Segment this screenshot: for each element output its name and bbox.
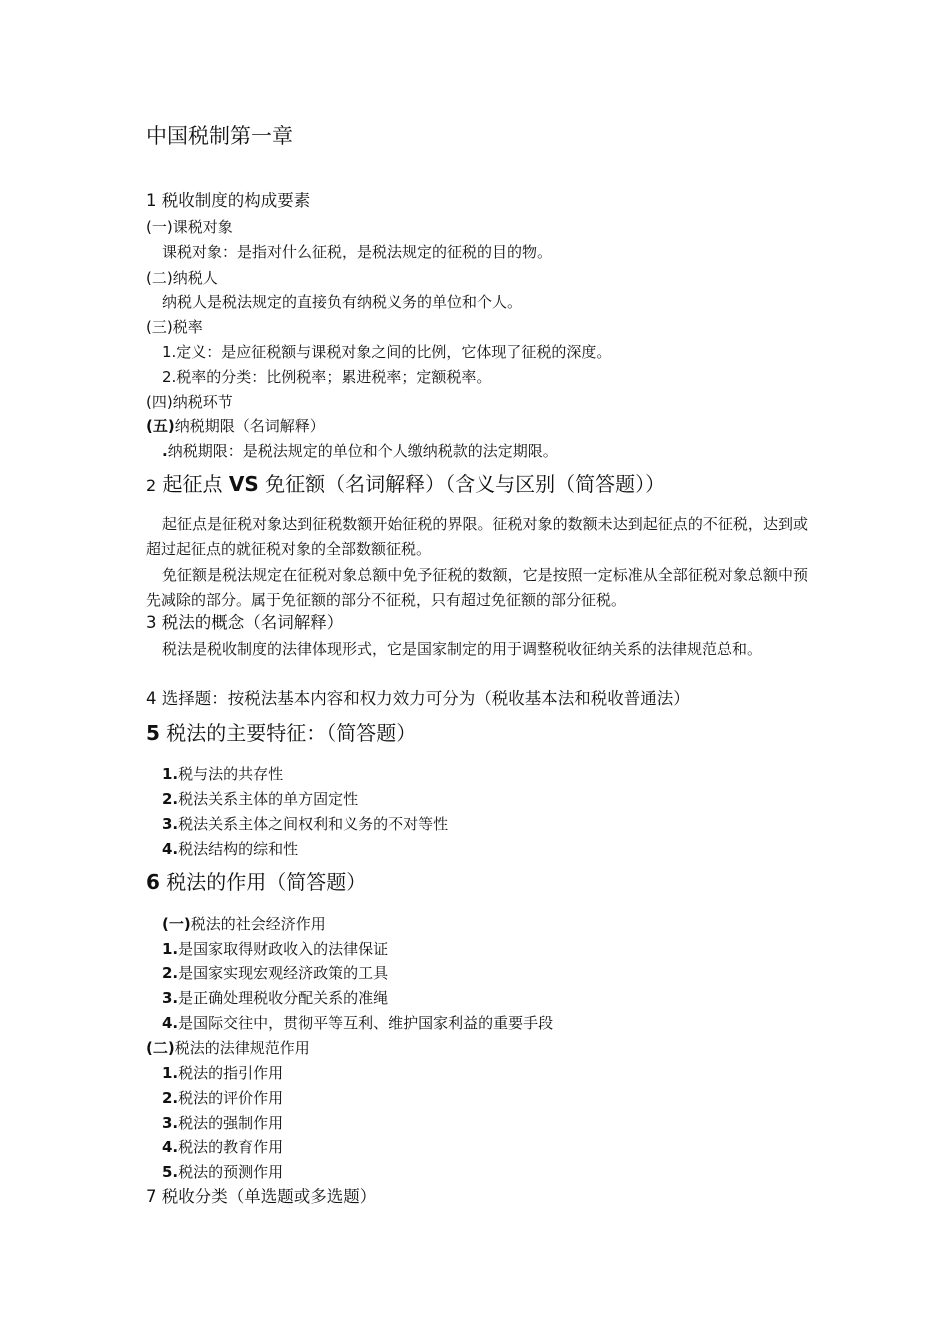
list-item <box>162 839 298 859</box>
text-rate-classification: 2.税率的分类：比例税率；累进税率；定额税率。 <box>162 368 492 386</box>
item-number: 3. <box>162 815 179 833</box>
section-4-text: 4 选择题：按税法基本内容和权力效力可分为（税收基本法和税收普通法） <box>146 689 690 708</box>
section-5-heading-text: 税法的主要特征：（简答题） <box>159 721 417 745</box>
section-7-heading: 7 税收分类（单选题或多选题） <box>146 1187 377 1206</box>
section-1-heading: 1 税收制度的构成要素 <box>146 191 311 210</box>
text-object: 课税对象：是指对什么征税，是税法规定的征税的目的物。 <box>162 243 553 261</box>
section-3-heading: 3 税法的概念（名词解释） <box>146 613 344 632</box>
list-item <box>162 1113 283 1133</box>
subheading-stage: (四)纳税环节 <box>146 393 233 411</box>
item-text: 税法关系主体之间权利和义务的不对等性 <box>178 815 449 833</box>
section-2-heading-a: 起征点 <box>162 472 229 496</box>
item-number: 5. <box>162 1163 179 1181</box>
list-item <box>162 764 283 784</box>
section-2-heading-b: 免征额（名词解释）（含义与区别（简答题）） <box>258 472 666 496</box>
list-item <box>162 988 388 1008</box>
item-text: 是国家实现宏观经济政策的工具 <box>178 964 389 982</box>
document-title: 中国税制第一章 <box>146 124 293 148</box>
item-number: 4. <box>162 1014 179 1032</box>
subheading-taxpayer: (二)纳税人 <box>146 269 218 287</box>
subheading-economic <box>162 914 326 934</box>
section-6-number: 6 <box>146 870 160 894</box>
paragraph-tax-law: 税法是税收制度的法律体现形式，它是国家制定的用于调整税收征纳关系的法律规范总和。 <box>162 640 763 658</box>
paragraph-threshold: 起征点是征税对象达到征税数额开始征税的界限。征税对象的数额未达到起征点的不征税，达到或超过起征点的就征税对象的全部数额征税。 <box>146 515 808 558</box>
group-prefix: (一) <box>162 915 191 933</box>
list-item <box>162 1137 283 1157</box>
item-number: 1. <box>162 1064 179 1082</box>
paragraph-exemption: 免征额是税法规定在征税对象总额中免予征税的数额，它是按照一定标准从全部征税对象总额中预先减除的部分。属于免征额的部分不征税，只有超过免征额的部分征税。 <box>146 566 808 609</box>
item-text: 税法的预测作用 <box>178 1163 284 1181</box>
period-heading-text: 纳税期限（名词解释） <box>174 417 325 435</box>
subheading-object: (一)课税对象 <box>146 218 233 236</box>
item-text: 是国际交往中，贯彻平等互利、维护国家利益的重要手段 <box>178 1014 554 1032</box>
list-item <box>162 1063 283 1083</box>
subheading-rate: (三)税率 <box>146 318 203 336</box>
section-6-heading-text: 税法的作用（简答题） <box>159 870 367 894</box>
period-text-prefix: . <box>162 442 168 460</box>
section-2-number: 2 <box>146 476 157 495</box>
item-number: 1. <box>162 765 179 783</box>
group-text: 税法的社会经济作用 <box>190 915 326 933</box>
group-prefix: (二) <box>146 1039 175 1057</box>
section-5-heading <box>146 719 416 747</box>
item-text: 税与法的共存性 <box>178 765 284 783</box>
group-text: 税法的法律规范作用 <box>174 1039 310 1057</box>
list-item <box>162 814 448 834</box>
text-taxpayer: 纳税人是税法规定的直接负有纳税义务的单位和个人。 <box>162 293 523 311</box>
text-period <box>162 441 558 461</box>
item-text: 是国家取得财政收入的法律保证 <box>178 940 389 958</box>
item-text: 税法的强制作用 <box>178 1114 284 1132</box>
subheading-legal <box>146 1038 310 1058</box>
item-number: 4. <box>162 840 179 858</box>
section-2-heading <box>146 470 665 500</box>
section-2-vs: VS <box>228 472 259 496</box>
item-number: 3. <box>162 989 179 1007</box>
item-text: 税法结构的综和性 <box>178 840 299 858</box>
list-item <box>162 939 388 959</box>
item-number: 2. <box>162 964 179 982</box>
item-text: 税法的教育作用 <box>178 1138 284 1156</box>
list-item <box>162 789 358 809</box>
list-item <box>162 1162 283 1182</box>
item-number: 2. <box>162 1089 179 1107</box>
period-prefix: (五) <box>146 417 175 435</box>
list-item <box>162 1088 283 1108</box>
item-text: 税法的评价作用 <box>178 1089 284 1107</box>
item-number: 2. <box>162 790 179 808</box>
item-text: 税法关系主体的单方固定性 <box>178 790 359 808</box>
list-item <box>162 963 388 983</box>
subheading-period <box>146 416 325 436</box>
section-5-number: 5 <box>146 721 160 745</box>
period-text-body: 纳税期限：是税法规定的单位和个人缴纳税款的法定期限。 <box>167 442 558 460</box>
item-text: 是正确处理税收分配关系的准绳 <box>178 989 389 1007</box>
section-6-heading <box>146 868 366 896</box>
item-number: 4. <box>162 1138 179 1156</box>
item-number: 3. <box>162 1114 179 1132</box>
text-rate-definition: 1.定义：是应征税额与课税对象之间的比例，它体现了征税的深度。 <box>162 343 612 361</box>
item-text: 税法的指引作用 <box>178 1064 284 1082</box>
item-number: 1. <box>162 940 179 958</box>
list-item <box>162 1013 553 1033</box>
